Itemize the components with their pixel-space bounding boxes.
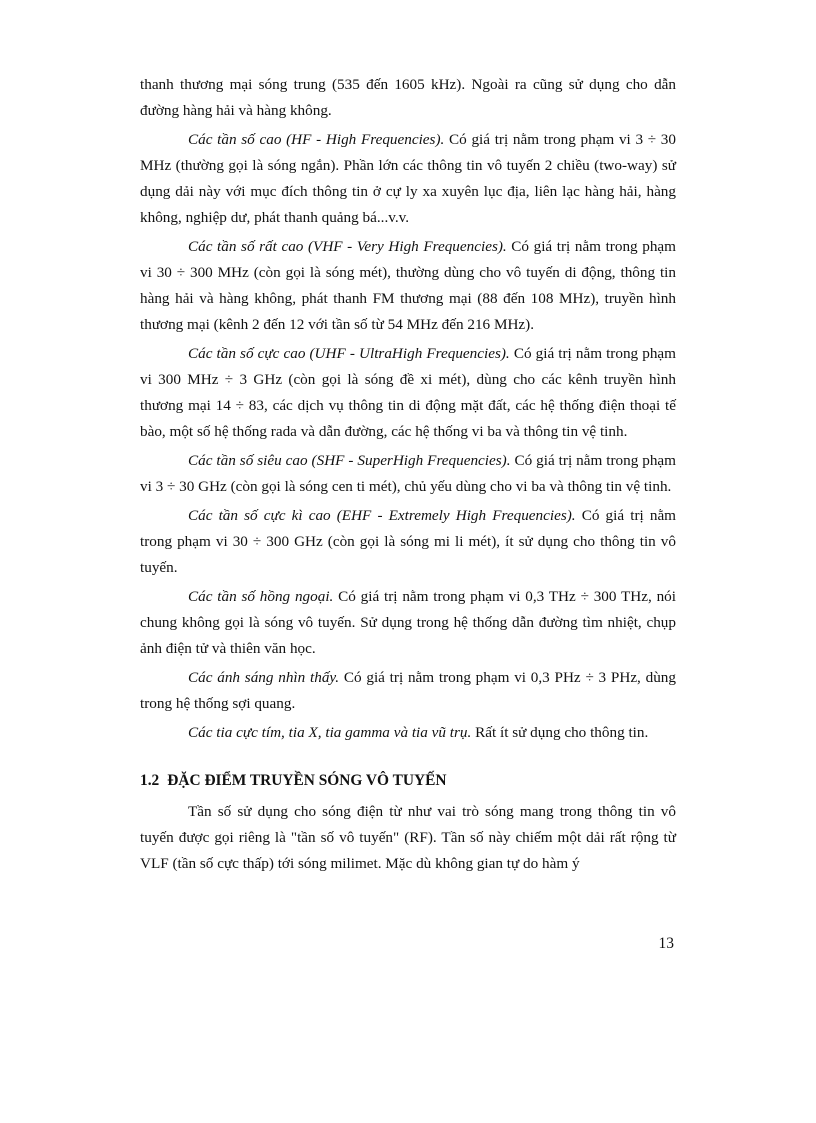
term-vhf: Các tần số rất cao (VHF - Very High Frequencies). <box>188 238 507 255</box>
section-title: ĐẶC ĐIỂM TRUYỀN SÓNG VÔ TUYẾN <box>167 772 447 789</box>
paragraph-shf <box>140 448 676 500</box>
paragraph-mf-continuation <box>140 72 676 124</box>
paragraph-visible-light <box>140 665 676 717</box>
page-number: 13 <box>658 935 674 952</box>
term-ehf: Các tần số cực kì cao (EHF - Extremely High Frequencies). <box>188 507 576 524</box>
section-heading <box>140 768 676 794</box>
paragraph-text: Có giá trị nằm trong phạm vi 3 ÷ 30 MHz (thường gọi là sóng ngắn). Phần lớn các thông tin vô tuyến 2 chiều (two-way) sử dụng dải này với mục đích thông tin ở cự ly xa xuyên lục địa, liên lạc hàng hải, hàng không, nghiệp dư, phát thanh quảng bá...v.v. <box>140 131 676 226</box>
document-page <box>140 72 676 880</box>
paragraph-text: Có giá trị nằm trong phạm vi 30 ÷ 300 MHz (còn gọi là sóng mét), thường dùng cho vô tuyến di động, thông tin hàng hải và hàng không, phát thanh FM thương mại (88 đến 108 MHz), truyền hình thương mại (kênh 2 đến 12 với tần số từ 54 MHz đến 216 MHz). <box>140 238 676 333</box>
paragraph-text: thanh thương mại sóng trung (535 đến 1605 kHz). Ngoài ra cũng sử dụng cho dẫn đường hàng hải và hàng không. <box>140 76 676 119</box>
paragraph-text: Có giá trị nằm trong phạm vi 0,3 THz ÷ 300 THz, nói chung không gọi là sóng vô tuyến. Sử dụng trong hệ thống dẫn đường tìm nhiệt, chụp ảnh điện tử và thiên văn học. <box>140 588 676 657</box>
paragraph-text: Có giá trị nằm trong phạm vi 300 MHz ÷ 3 GHz (còn gọi là sóng đề xi mét), dùng cho các kênh truyền hình thương mại 14 ÷ 83, các dịch vụ thông tin di động mặt đất, các hệ thống điện thoại tế bào, một số hệ thống rada và dẫn đường, các hệ thống vi ba và thông tin vệ tinh. <box>140 345 676 440</box>
term-uhf: Các tần số cực cao (UHF - UltraHigh Frequencies). <box>188 345 510 362</box>
term-shf: Các tần số siêu cao (SHF - SuperHigh Frequencies). <box>188 452 511 469</box>
paragraph-uhf <box>140 341 676 445</box>
paragraph-text: Có giá trị nằm trong phạm vi 30 ÷ 300 GHz (còn gọi là sóng mi li mét), ít sử dụng cho thông tin vô tuyến. <box>140 507 676 576</box>
paragraph-text: Rất ít sử dụng cho thông tin. <box>471 724 649 741</box>
section-body-paragraph <box>140 799 676 877</box>
section-number: 1.2 <box>140 772 160 789</box>
paragraph-cosmic-rays <box>140 720 676 746</box>
term-cosmic-rays: Các tia cực tím, tia X, tia gamma và tia vũ trụ. <box>188 724 472 741</box>
paragraph-infrared <box>140 584 676 662</box>
paragraph-text: Tần số sử dụng cho sóng điện từ như vai trò sóng mang trong thông tin vô tuyến được gọi riêng là "tần số vô tuyến" (RF). Tần số này chiếm một dải rất rộng từ VLF (tần số cực thấp) tới sóng milimet. Mặc dù không gian tự do hàm ý <box>140 803 676 872</box>
paragraph-hf <box>140 127 676 231</box>
paragraph-text: Có giá trị nằm trong phạm vi 3 ÷ 30 GHz (còn gọi là sóng cen ti mét), chủ yếu dùng cho vi ba và thông tin vệ tinh. <box>140 452 676 495</box>
term-visible-light: Các ánh sáng nhìn thấy. <box>188 669 340 686</box>
paragraph-text: Có giá trị nằm trong phạm vi 0,3 PHz ÷ 3 PHz, dùng trong hệ thống sợi quang. <box>140 669 676 712</box>
term-hf: Các tần số cao (HF - High Frequencies). <box>188 131 445 148</box>
paragraph-ehf <box>140 503 676 581</box>
term-infrared: Các tần số hồng ngoại. <box>188 588 334 605</box>
paragraph-vhf <box>140 234 676 338</box>
